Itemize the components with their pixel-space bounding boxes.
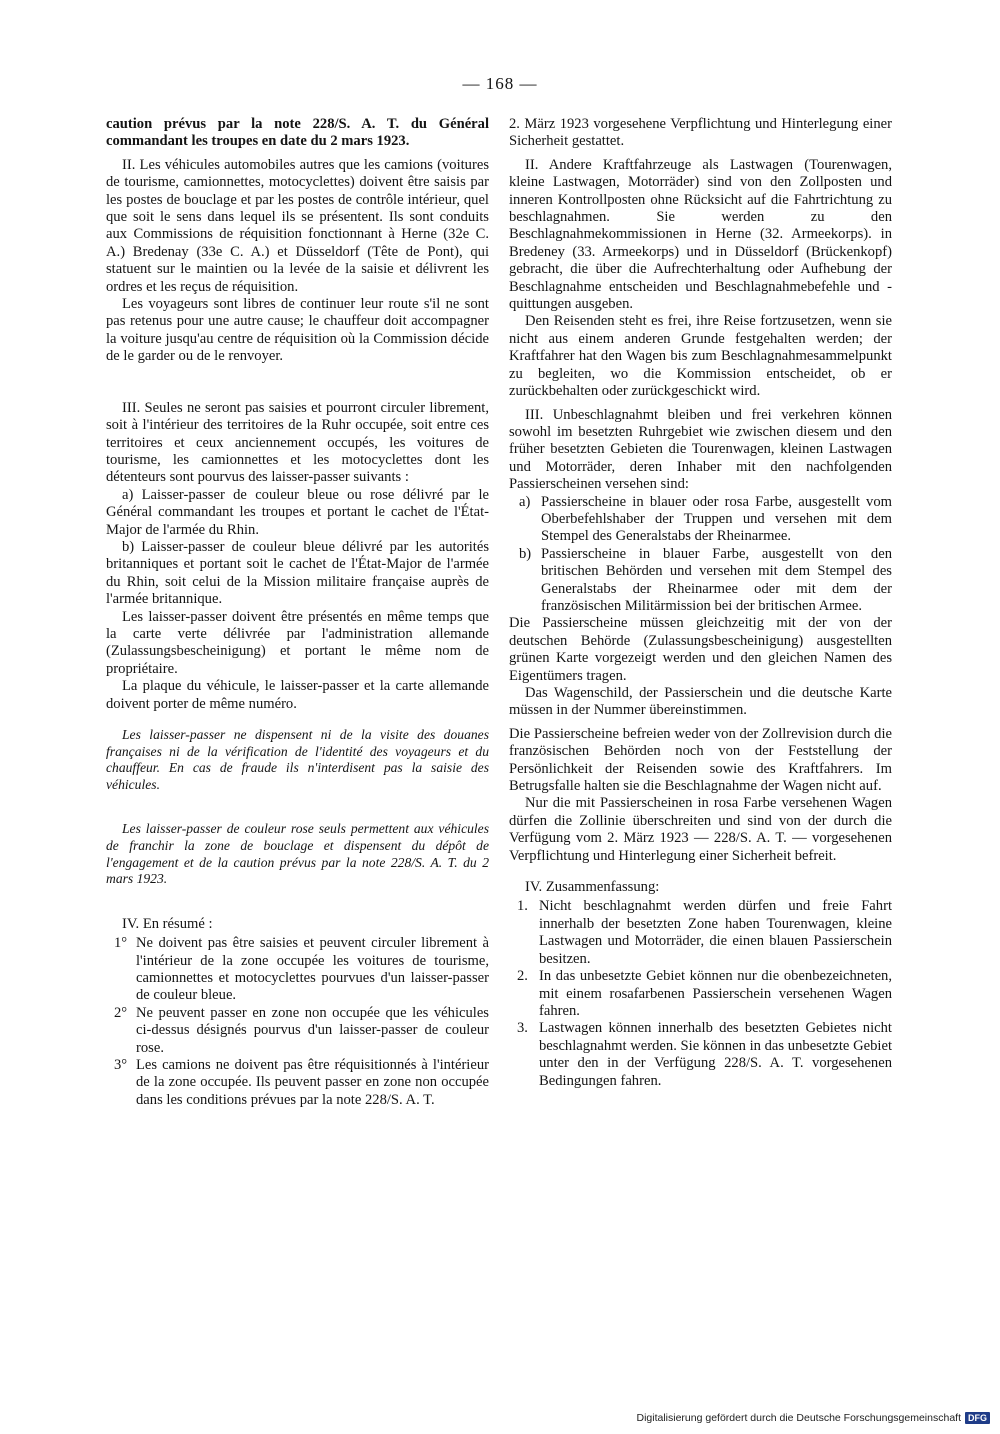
- page-number: — 168 —: [462, 74, 538, 93]
- list-marker: 1°: [114, 935, 128, 952]
- paragraph: Die Passierscheine müssen gleichzeitig mit der von der deutschen Behörde (Zulassungsbescheinigung) ausgestellten grünen Karte vorgezeigt werden und den gleichen Namen des Eigentümers tragen.: [509, 615, 892, 684]
- list-text: Lastwagen können innerhalb des besetzten Gebietes nicht beschlagnahmt werden. Sie können in das unbesetzte Gebiet unter den in der Verfügung 228/S. A. T. vorgesehenen Bedingungen fahren.: [539, 1020, 892, 1089]
- list-marker: 2°: [114, 1004, 128, 1021]
- german-column: [509, 116, 892, 1090]
- digitization-credit: [636, 1412, 990, 1424]
- section-heading: IV. En résumé :: [122, 915, 213, 932]
- paragraph: III. Unbeschlagnahmt bleiben und frei verkehren können sowohl im besetzten Ruhrgebiet wie zwischen diesem und den früher besetzten Gebieten die Tourenwagen, kleinen Lastwagen und Motorräder, deren Inhaber mit den nachfolgenden Passierscheinen versehen sind:: [509, 406, 892, 493]
- paragraph: La plaque du véhicule, le laisser-passer et la carte allemande doivent porter de même numéro.: [106, 678, 489, 712]
- list-item: [106, 1057, 489, 1109]
- italic-note: Les laisser-passer de couleur rose seuls permettent aux véhicules de franchir la zone de bouclage et dispensent du dépôt de l'engagement et de la caution prévus par la note 228/S. A. T. du 2 mars 1923.: [106, 821, 489, 887]
- list-text: Ne peuvent passer en zone non occupée que les véhicules ci-dessus désignés pourvus d'un laisser-passer de couleur rose.: [136, 1004, 489, 1056]
- list-text: In das unbesetzte Gebiet können nur die obenbezeichneten, mit einem rosafarbenen Passierschein versehenen Wagen fahren.: [539, 968, 892, 1019]
- paragraph: Die Passierscheine befreien weder von der Zollrevision durch die französischen Behörden noch von der Feststellung der Persönlichkeit der Reisenden sowie des Kraftfahrers. Im Betrugsfalle halten sie die Beschlagnahme der Wagen nicht auf.: [509, 725, 892, 795]
- dfg-logo: DFG: [965, 1412, 990, 1424]
- list-item: [509, 1020, 892, 1090]
- list-text: Passierscheine in blauer oder rosa Farbe, ausgestellt vom Oberbefehlshaber der Truppen und versehen mit dem Stempel des Generalstabs der Rheinarmee.: [541, 493, 892, 545]
- footer-text: Digitalisierung gefördert durch die Deutsche Forschungsgemeinschaft: [636, 1412, 961, 1424]
- list-item: [106, 1005, 489, 1057]
- list-marker: b): [519, 545, 532, 562]
- french-column: [106, 116, 489, 1109]
- list-item: [509, 494, 892, 546]
- list-item: a) Laisser-passer de couleur bleue ou rose délivré par le Général commandant les troupes et portant le cachet de l'État-Major de l'armée du Rhin.: [106, 486, 489, 538]
- list-text: Passierscheine in blauer Farbe, ausgestellt von den britischen Behörden und versehen mit dem Stempel des Generalstabs der Rheinarmee oder mit dem der französischen Militärmission bei der britischen Armee.: [541, 545, 892, 614]
- list-marker: 3.: [517, 1020, 528, 1037]
- list-text: Ne doivent pas être saisies et peuvent circuler librement à l'intérieur de la zone occupée les voitures de tourisme, camionnettes et motocyclettes pourvues d'un laisser-passer de couleur bleue.: [136, 935, 489, 1004]
- list-item: [509, 968, 892, 1020]
- paragraph: II. Andere Kraftfahrzeuge als Lastwagen (Tourenwagen, kleine Lastwagen, Motorräder) sind von den Zollposten und inneren Kontrollposten ohne Rücksicht auf die Fahrtrichtung zu beschlagnahmen. Sie werden zu den Beschlagnahmekommissionen in Herne (32. Armeekorps). in Bredeney (33. Armeekorps) und in Düsseldorf (Brückenkopf) gebracht, die über die Aufrechterhaltung oder Aufhebung der Beschlagnahme entscheiden und Beschlagnahmebefehle und -quittungen ausgeben.: [509, 156, 892, 313]
- paragraph: II. Les véhicules automobiles autres que les camions (voitures de tourisme, camionnettes, motocyclettes) doivent être saisis par les postes de bouclage et par les postes de contrôle intérieur, quel que soit le sens dans lequel ils se présentent. Ils sont conduits aux Commissions de réquisition fonctionnant à Herne (32e C. A.) Bredenay (33e C. A.) et Düsseldorf (Tête de Pont), qui statuent sur le maintien ou la levée de la saisie et délivrent les ordres et les reçus de réquisition.: [106, 156, 489, 295]
- paragraph: Den Reisenden steht es frei, ihre Reise fortzusetzen, wenn sie nicht aus einem anderen Grunde festgehalten werden; der Kraftfahrer hat den Wagen bis zum Beschlagnahmesammelpunkt zu begleiten, wo die Kommission entscheidet, ob er zurückbehalten oder zurückgeschickt wird.: [509, 313, 892, 400]
- list-item: [509, 546, 892, 616]
- paragraph: III. Seules ne seront pas saisies et pourront circuler librement, soit à l'intérieur des territoires de la Ruhr occupée, soit entre ces territoires et ceux anciennement occupés, les voitures de tourisme, les camionnettes et les motocyclettes dont les détenteurs sont pourvus des laisser-passer suivants :: [106, 399, 489, 486]
- paragraph: Nur die mit Passierscheinen in rosa Farbe versehenen Wagen dürfen die Zollinie überschreiten und sind von der durch die Verfügung vom 2. März 1923 — 228/S. A. T. — vorgesehenen Verpflichtung und Hinterlegung einer Sicherheit befreit.: [509, 795, 892, 864]
- list-marker: 1.: [517, 898, 528, 915]
- list-item: [106, 935, 489, 1005]
- paragraph: 2. März 1923 vorgesehene Verpflichtung und Hinterlegung einer Sicherheit gestattet.: [509, 116, 892, 150]
- list-item: [509, 898, 892, 968]
- paragraph: Das Wagenschild, der Passierschein und die deutsche Karte müssen in der Nummer übereinstimmen.: [509, 685, 892, 719]
- list-text: Les camions ne doivent pas être réquisitionnés à l'intérieur de la zone occupée. Ils peuvent passer en zone non occupée dans les conditions prévues par la note 228/S. A. T.: [136, 1057, 489, 1108]
- list-marker: a): [519, 493, 531, 510]
- italic-note: Les laisser-passer ne dispensent ni de la visite des douanes françaises ni de la vérification de l'identité des voyageurs et du chauffeur. En cas de fraude ils n'interdisent pas la saisie des véhicules.: [106, 727, 489, 792]
- list-marker: 2.: [517, 968, 528, 985]
- list-marker: 3°: [114, 1057, 128, 1073]
- paragraph: caution prévus par la note 228/S. A. T. du Général commandant les troupes en date du 2 mars 1923.: [106, 116, 489, 150]
- list-text: Nicht beschlagnahmt werden dürfen und freie Fahrt innerhalb der besetzten Zone haben Tourenwagen, kleine Lastwagen und Motorräder, die einen blauen Passierschein besitzen.: [539, 898, 892, 967]
- list-item: b) Laisser-passer de couleur bleue délivré par les autorités britanniques et portant soit le cachet de l'État-Major de l'armée du Rhin, soit celui de la Mission militaire française auprès de l'armée britannique.: [106, 538, 489, 608]
- paragraph: Les laisser-passer doivent être présentés en même temps que la carte verte délivrée par l'administration allemande (Zulassungsbescheinigung) et portant le même nom de propriétaire.: [106, 608, 489, 677]
- section-heading: IV. Zusammenfassung:: [525, 879, 660, 896]
- paragraph: Les voyageurs sont libres de continuer leur route s'il ne sont pas retenus pour une autre cause; le chauffeur doit accompagner la voiture jusqu'au centre de réquisition où la Commission décide de le garder ou de le renvoyer.: [106, 296, 489, 365]
